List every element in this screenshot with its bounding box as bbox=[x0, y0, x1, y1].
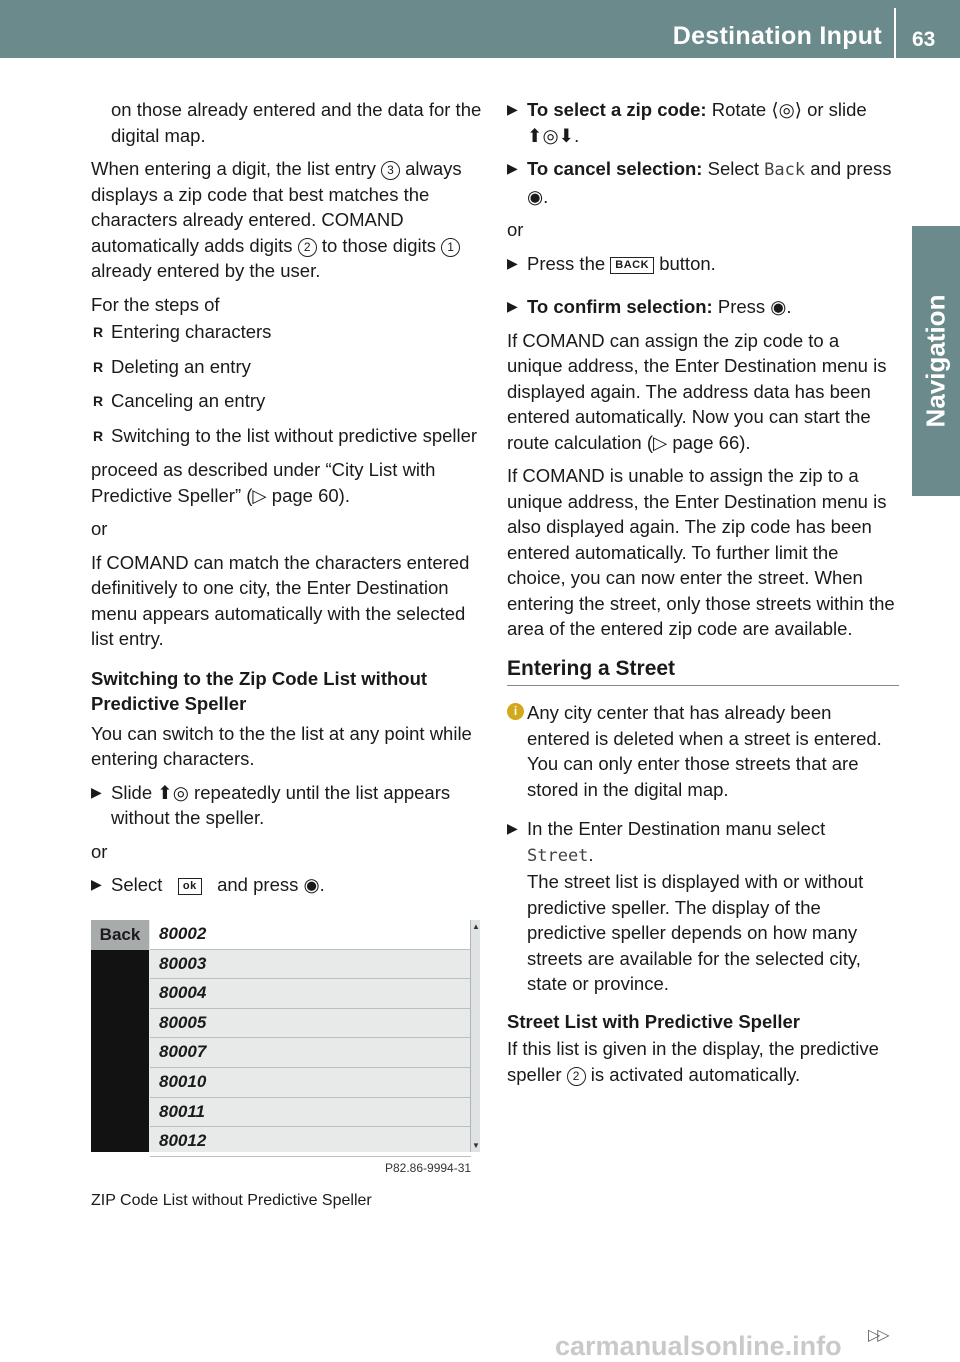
paragraph-list-entry: When entering a digit, the list entry 3 always displays a zip code that best matches the characters already entered. COMAND automatically adds digits 2 to those digits 1 already entered by the user. bbox=[91, 158, 462, 281]
step-cancel: ▶ To cancel selection: Select Back and press ◉. bbox=[507, 158, 892, 207]
subheading-street-list: Street List with Predictive Speller bbox=[507, 1010, 801, 1032]
figure-caption: ZIP Code List without Predictive Speller bbox=[91, 1192, 372, 1209]
zip-list-item[interactable]: 80003 bbox=[150, 950, 471, 980]
street-menu-label: Street bbox=[527, 845, 589, 866]
step-back-button: ▶ Press the BACK button. bbox=[507, 251, 899, 277]
step-arrow-icon: ▶ bbox=[507, 254, 518, 271]
back-softkey-label: Back bbox=[764, 160, 806, 180]
zip-list-item[interactable]: 80004 bbox=[150, 979, 471, 1009]
figure-reference: P82.86-9994-31 bbox=[385, 1161, 472, 1175]
left-column bbox=[91, 97, 483, 906]
zip-code-list-screen bbox=[91, 920, 480, 1152]
back-key-icon: BACK bbox=[610, 257, 654, 274]
chapter-tab-label: Navigation bbox=[920, 294, 951, 428]
section-heading-street: Entering a Street bbox=[507, 656, 899, 687]
subheading-zip-list: Switching to the Zip Code List without Predictive Speller bbox=[91, 667, 428, 714]
chapter-tab bbox=[912, 226, 960, 496]
header-divider bbox=[894, 8, 896, 58]
paragraph-proceed: proceed as described under “City List with Predictive Speller” (▷ page 60). bbox=[91, 459, 436, 506]
step-arrow-icon: ▶ bbox=[507, 820, 518, 836]
callout-1: 1 bbox=[441, 238, 460, 257]
ok-key-icon: ok bbox=[178, 878, 202, 895]
screen-left-pane bbox=[91, 920, 149, 1152]
scroll-down-icon: ▼ bbox=[472, 1141, 480, 1150]
step-arrow-icon: ▶ bbox=[507, 160, 518, 176]
info-note: i Any city center that has already been entered is deleted when a street is entered. You can only enter those streets that are stored in the digital map. bbox=[507, 700, 899, 802]
continued-paragraph: on those already entered and the data for the digital map. bbox=[111, 99, 482, 146]
step-select-zip: ▶ To select a zip code: Rotate ⟨◎⟩ or slide ⬆◎⬇. bbox=[507, 99, 867, 146]
paragraph-unable: If COMAND is unable to assign the zip to a unique address, the Enter Destination menu is also displayed again. The zip code has been entered automatically. To further limit the choice, you can now enter the street. When entering the street, only those streets within the area of the entered zip code are available. bbox=[507, 465, 895, 639]
zip-list-item[interactable]: 80005 bbox=[150, 1009, 471, 1039]
scroll-up-icon: ▲ bbox=[472, 922, 480, 931]
bullet-item: R Deleting an entry bbox=[91, 354, 483, 380]
step-arrow-icon: ▶ bbox=[91, 783, 102, 800]
info-icon: i bbox=[507, 703, 524, 720]
right-column bbox=[507, 97, 899, 1095]
paragraph-match: If COMAND can match the characters entered definitively to one city, the Enter Destination menu appears automatically with the selected list entry. bbox=[91, 551, 470, 649]
callout-3: 3 bbox=[381, 161, 400, 180]
back-button[interactable]: Back bbox=[91, 920, 149, 950]
paragraph-switch: You can switch to the the list at any point while entering characters. bbox=[91, 722, 472, 769]
step-arrow-icon: ▶ bbox=[507, 298, 518, 314]
zip-list-item[interactable]: 80002 bbox=[150, 920, 471, 950]
paragraph-predictive: If this list is given in the display, the predictive speller 2 is activated automatically. bbox=[507, 1038, 879, 1085]
callout-2: 2 bbox=[298, 238, 317, 257]
zip-list-item[interactable]: 80010 bbox=[150, 1068, 471, 1098]
or-text: or bbox=[91, 518, 108, 539]
zip-list-item[interactable]: 80007 bbox=[150, 1038, 471, 1068]
bullet-item: R Switching to the list without predictive speller bbox=[91, 423, 483, 449]
or-text: or bbox=[91, 840, 108, 862]
step-select-street: ▶ In the Enter Destination manu select Street. The street list is displayed with or without predictive speller. The display of the predictive speller depends on how many streets are available for the selected city, state or province. bbox=[507, 818, 864, 994]
zip-list-item[interactable]: 80011 bbox=[150, 1098, 471, 1128]
step-select-ok: ▶ Select ok and press ◉. bbox=[91, 872, 483, 898]
or-text: or bbox=[507, 219, 524, 240]
callout-2: 2 bbox=[567, 1067, 586, 1086]
list-scrollbar[interactable] bbox=[470, 920, 480, 1152]
step-slide: ▶ Slide ⬆◎ repeatedly until the list appears without the speller. bbox=[91, 781, 451, 828]
continue-arrows-icon: ▷▷ bbox=[868, 1327, 887, 1344]
bullet-item: R Entering characters bbox=[91, 319, 483, 345]
paragraph-assign: If COMAND can assign the zip code to a unique address, the Enter Destination menu is displayed again. The address data has been entered automatically. Now you can start the route calculation (▷ page 66). bbox=[507, 329, 887, 453]
section-title: Destination Input bbox=[672, 22, 882, 50]
zip-list-item[interactable]: 80012 bbox=[150, 1127, 471, 1157]
watermark: carmanualsonline.info bbox=[555, 1331, 842, 1361]
step-arrow-icon: ▶ bbox=[507, 101, 518, 117]
step-confirm: ▶ To confirm selection: Press ◉. bbox=[507, 294, 899, 320]
bullet-item: R Canceling an entry bbox=[91, 388, 483, 414]
step-arrow-icon: ▶ bbox=[91, 876, 102, 892]
page-number: 63 bbox=[912, 28, 936, 51]
zip-code-list bbox=[150, 920, 471, 1152]
steps-intro: For the steps of bbox=[91, 293, 220, 315]
page-header bbox=[0, 0, 960, 58]
